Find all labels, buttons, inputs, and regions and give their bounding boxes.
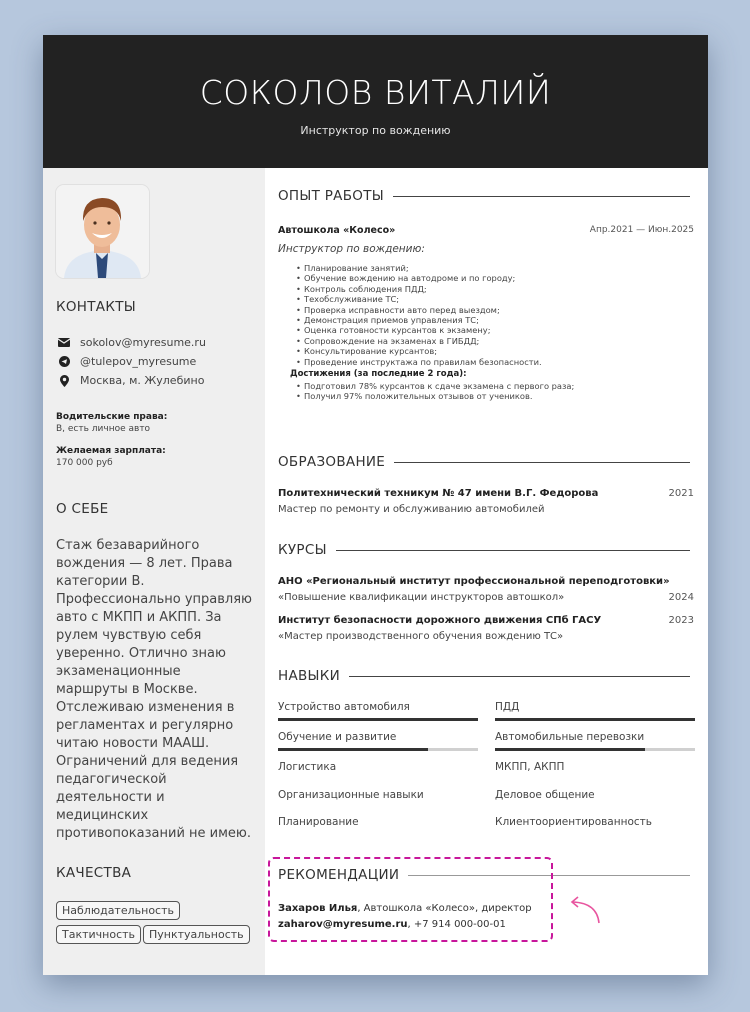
courses-heading-text: КУРСЫ bbox=[278, 542, 327, 558]
recommender-name: Захаров Илья bbox=[278, 903, 358, 914]
contact-telegram[interactable] bbox=[58, 355, 196, 368]
salary-value: 170 000 руб bbox=[56, 458, 113, 468]
location-pin-icon bbox=[58, 375, 70, 387]
salary-label: Желаемая зарплата: bbox=[56, 446, 166, 456]
skill-label: Деловое общение bbox=[495, 789, 595, 801]
course-year: 2024 bbox=[668, 592, 694, 603]
curved-arrow-icon bbox=[567, 895, 603, 925]
recommender-phone: , +7 914 000-00-01 bbox=[407, 919, 506, 930]
skill-label: МКПП, АКПП bbox=[495, 761, 565, 773]
contact-location-text: Москва, м. Жулебино bbox=[80, 374, 205, 387]
duty-item: • Оценка готовности курсантов к экзамену; bbox=[296, 325, 542, 335]
quality-tag: Пунктуальность bbox=[143, 925, 250, 944]
skills-heading bbox=[278, 668, 690, 684]
contact-telegram-text: @tulepov_myresume bbox=[80, 355, 197, 368]
contacts-heading: КОНТАКТЫ bbox=[56, 299, 136, 315]
recommender-details: , Автошкола «Колесо», директор bbox=[357, 903, 532, 914]
duty-item: • Планирование занятий; bbox=[296, 263, 542, 273]
skill-bar bbox=[278, 748, 478, 751]
qualities-heading: КАЧЕСТВА bbox=[56, 865, 132, 881]
resume-page bbox=[43, 35, 708, 975]
skill-bar bbox=[495, 748, 695, 751]
duties-list bbox=[296, 263, 542, 367]
skill-label: ПДД bbox=[495, 701, 520, 713]
skill-label: Клиентоориентированность bbox=[495, 816, 652, 828]
duty-item: • Обучение вождению на автодроме и по городу; bbox=[296, 273, 542, 283]
experience-heading-text: ОПЫТ РАБОТЫ bbox=[278, 188, 384, 204]
skill-bar bbox=[278, 718, 478, 721]
experience-heading bbox=[278, 188, 690, 204]
education-institution: Политехнический техникум № 47 имени В.Г. Федорова bbox=[278, 488, 599, 499]
job-title: Инструктор по вождению bbox=[300, 124, 451, 137]
duty-item: • Консультирование курсантов; bbox=[296, 346, 542, 356]
duty-item: • Контроль соблюдения ПДД; bbox=[296, 284, 542, 294]
resume-header bbox=[43, 35, 708, 168]
course-org: Институт безопасности дорожного движения СПб ГАСУ bbox=[278, 615, 602, 626]
sidebar bbox=[43, 168, 265, 975]
course-org: АНО «Региональный институт профессиональной переподготовки» bbox=[278, 576, 670, 587]
full-name: СОКОЛОВ ВИТАЛИЙ bbox=[199, 73, 552, 112]
contact-location bbox=[58, 374, 204, 387]
contact-email[interactable] bbox=[58, 336, 206, 349]
about-text: Стаж безаварийного вождения — 8 лет. Права категории B. Профессионально управляю авто с МКПП и АКПП. За рулем чувствую себя уверенно. Отлично знаю экзаменационные маршруты в Москве. Отслеживаю изменения в регламентах и регулярно читаю новости МААШ. Ограничений для ведения педагогической деятельности и медицинских противопоказаний не имею. bbox=[56, 538, 252, 841]
skill-label: Обучение и развитие bbox=[278, 731, 397, 743]
duty-item: • Проведение инструктажа по правилам безопасности. bbox=[296, 357, 542, 367]
profile-photo bbox=[56, 185, 149, 278]
courses-heading bbox=[278, 542, 690, 558]
main-content bbox=[265, 168, 708, 975]
divider bbox=[393, 196, 690, 197]
skill-label: Организационные навыки bbox=[278, 789, 424, 801]
achievement-item: • Получил 97% положительных отзывов от учеников. bbox=[296, 391, 574, 401]
skill-bar bbox=[495, 718, 695, 721]
about-heading: О СЕБЕ bbox=[56, 501, 109, 517]
skills-heading-text: НАВЫКИ bbox=[278, 668, 341, 684]
duty-item: • Сопровождение на экзаменах в ГИБДД; bbox=[296, 336, 542, 346]
envelope-icon bbox=[58, 337, 70, 349]
achievements-heading: Достижения (за последние 2 года): bbox=[290, 369, 467, 379]
course-name: «Мастер производственного обучения вождению ТС» bbox=[278, 631, 564, 642]
divider bbox=[349, 676, 690, 677]
license-label: Водительские права: bbox=[56, 412, 168, 422]
duty-item: • Проверка исправности авто перед выездом; bbox=[296, 305, 542, 315]
recommender-email[interactable]: zaharov@myresume.ru bbox=[278, 919, 408, 930]
duty-item: • Демонстрация приемов управления ТС; bbox=[296, 315, 542, 325]
quality-tag: Тактичность bbox=[56, 925, 141, 944]
license-value: B, есть личное авто bbox=[56, 424, 151, 434]
divider bbox=[336, 550, 690, 551]
course-name: «Повышение квалификации инструкторов автошкол» bbox=[278, 592, 565, 603]
achievement-item: • Подготовил 78% курсантов к сдаче экзамена с первого раза; bbox=[296, 381, 574, 391]
education-specialty: Мастер по ремонту и обслуживанию автомобилей bbox=[278, 504, 545, 515]
recommendations-heading-text: РЕКОМЕНДАЦИИ bbox=[278, 867, 400, 883]
skill-label: Автомобильные перевозки bbox=[495, 731, 645, 743]
work-period: Апр.2021 — Июн.2025 bbox=[589, 225, 694, 235]
course-year: 2023 bbox=[668, 615, 694, 626]
education-year: 2021 bbox=[668, 488, 694, 499]
skill-label: Планирование bbox=[278, 816, 359, 828]
contact-email-text: sokolov@myresume.ru bbox=[80, 336, 206, 349]
education-heading-text: ОБРАЗОВАНИЕ bbox=[278, 454, 386, 470]
position: Инструктор по вождению: bbox=[278, 243, 425, 255]
divider bbox=[394, 462, 690, 463]
skill-label: Логистика bbox=[278, 761, 337, 773]
highlight-box bbox=[268, 857, 553, 942]
education-heading bbox=[278, 454, 690, 470]
company-name: Автошкола «Колесо» bbox=[278, 225, 396, 236]
skill-label: Устройство автомобиля bbox=[278, 701, 410, 713]
telegram-icon bbox=[58, 356, 70, 368]
achievements-list bbox=[296, 381, 574, 402]
duty-item: • Техобслуживание ТС; bbox=[296, 294, 542, 304]
quality-tag: Наблюдательность bbox=[56, 901, 180, 920]
